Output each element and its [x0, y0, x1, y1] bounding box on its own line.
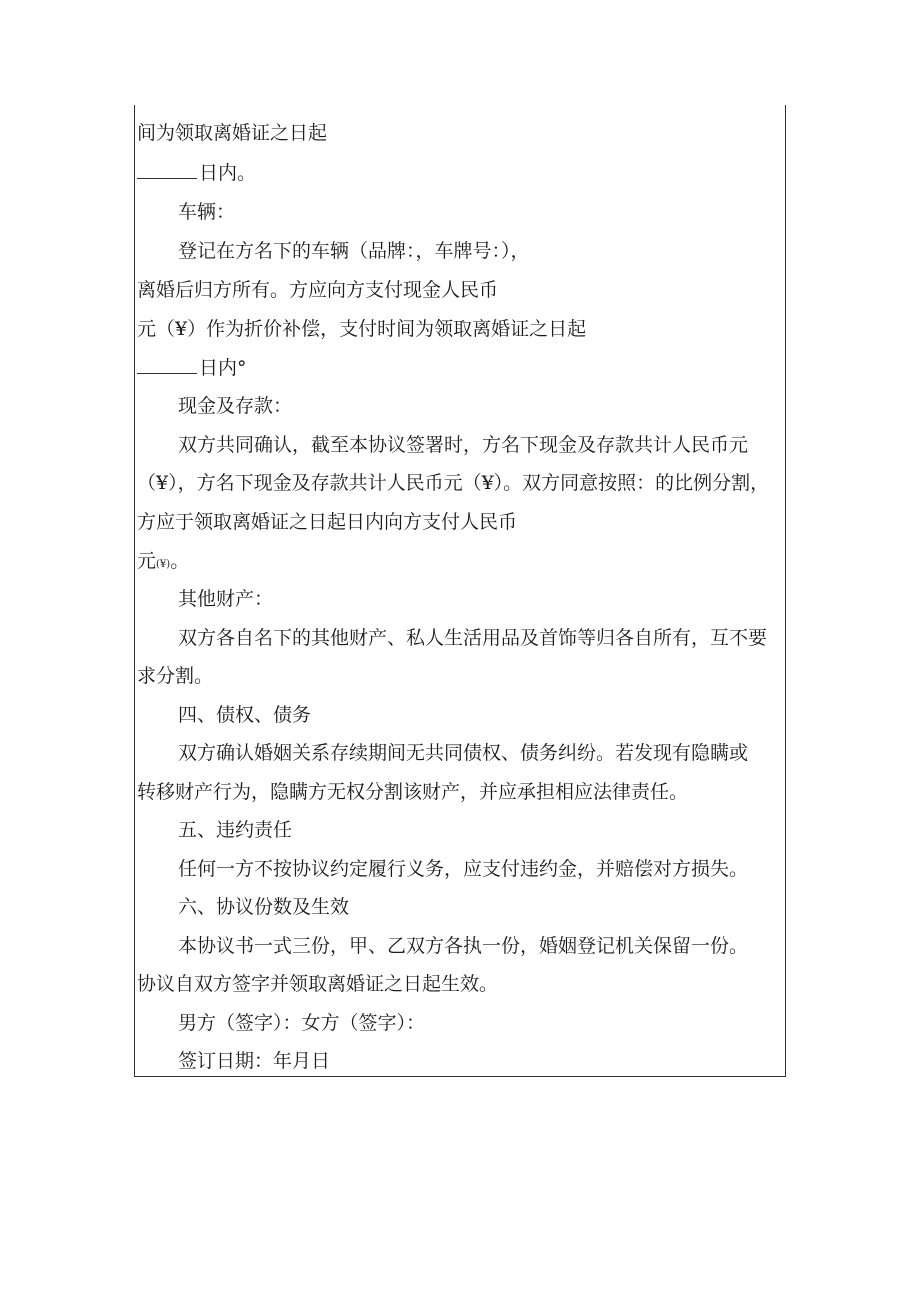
heading-breach: 五、违约责任	[178, 819, 293, 841]
text-line-18: 转移财产行为，隐瞒方无权分割该财产，并应承担相应法律责任。	[137, 781, 689, 803]
heading-other-property: 其他财产：	[178, 588, 274, 610]
text-line-20: 任何一方不按协议约定履行义务，应支付违约金，并赔偿对方损失。	[178, 858, 749, 880]
text-line-9: 双方共同确认，截至本协议签署时，方名下现金及存款共计人民币元	[178, 434, 749, 456]
heading-copies-effect: 六、协议份数及生效	[178, 896, 350, 918]
text-line-6: 元（¥）作为折价补偿，支付时间为领取离婚证之日起	[137, 318, 587, 340]
heading-debts: 四、债权、债务	[178, 704, 312, 726]
text-line-11: 方应于领取离婚证之日起日内向方支付人民币	[137, 511, 518, 533]
text-line-5: 离婚后归方所有。方应向方支付现金人民币	[137, 279, 499, 301]
text-line-2-text: 日内。	[199, 162, 257, 184]
signature-line: 男方（签字）：女方（签字）：	[178, 1012, 426, 1034]
text-line-10: （¥），方名下现金及存款共计人民币元（¥）。双方同意按照：的比例分割，	[137, 472, 770, 494]
text-line-7	[137, 357, 247, 379]
text-line-23: 协议自双方签字并领取离婚证之日起生效。	[137, 973, 499, 995]
text-line-17: 双方确认婚姻关系存续期间无共同债权、债务纠纷。若发现有隐瞒或	[178, 742, 749, 764]
heading-cash-deposits: 现金及存款：	[178, 395, 293, 417]
text-line-22: 本协议书一式三份，甲、乙双方各执一份，婚姻登记机关保留一份。	[178, 935, 749, 957]
text-line-7-text: 日内°	[199, 357, 247, 379]
text-line-12-c: 。	[170, 550, 190, 572]
heading-vehicle: 车辆：	[178, 201, 236, 223]
text-line-12	[137, 550, 189, 576]
text-line-14: 双方各自名下的其他财产、私人生活用品及首饰等归各自所有，互不要	[178, 627, 768, 649]
text-line-12-b: (¥)	[156, 559, 171, 570]
fill-blank	[137, 359, 197, 374]
text-line-4: 登记在方名下的车辆（品牌：，车牌号：），	[178, 240, 530, 262]
sign-date-line: 签订日期：年月日	[178, 1050, 331, 1072]
text-line-1: 间为领取离婚证之日起	[137, 122, 328, 144]
text-line-12-a: 元	[137, 550, 157, 572]
fill-blank	[137, 164, 197, 179]
text-line-2	[137, 162, 256, 184]
text-line-15: 求分割。	[137, 665, 214, 687]
